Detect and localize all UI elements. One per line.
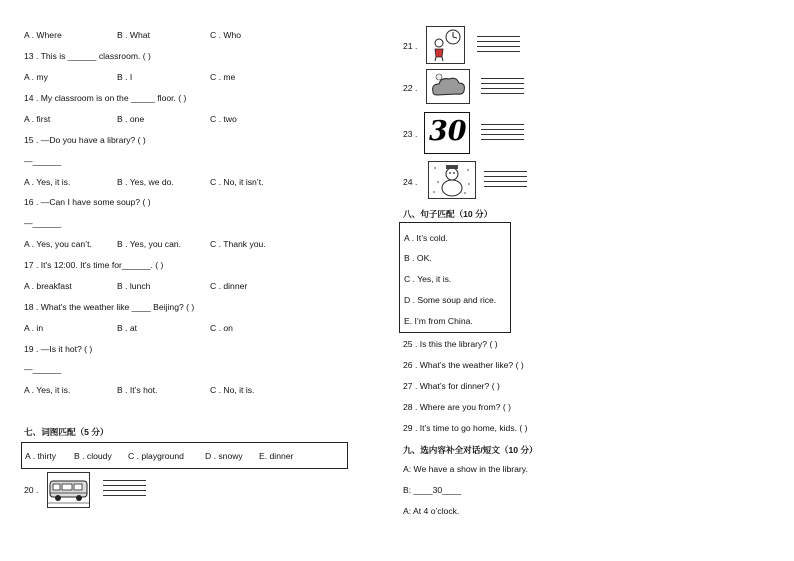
section8-option-box <box>399 222 511 333</box>
q21-write-line-2 <box>477 41 520 42</box>
q14-option-b: B . one <box>117 114 145 124</box>
q15-option-b: B . Yes, we do. <box>117 177 174 187</box>
q20-write-line-2 <box>103 485 146 486</box>
snowman-icon <box>428 161 476 199</box>
q20-write-line-1 <box>103 480 146 481</box>
q21-label: 21 . <box>403 41 418 51</box>
q19-option-c: C . No, it is. <box>210 385 255 395</box>
bus-icon <box>47 472 90 508</box>
dialog-line-1: A: We have a show in the library. <box>403 464 528 474</box>
q22-write-line-3 <box>481 88 524 89</box>
q14-question: 14 . My classroom is on the _____ floor. ( ) <box>24 93 187 103</box>
q25-question: 25 . Is this the library? ( ) <box>403 339 498 349</box>
q13-question: 13 . This is ______ classroom. ( ) <box>24 51 151 61</box>
q13-option-b: B . I <box>117 72 133 82</box>
word-e: E. dinner <box>259 451 294 461</box>
q22-write-line-4 <box>481 93 524 94</box>
q20-label: 20 . <box>24 485 39 495</box>
q21-write-line-1 <box>477 36 520 37</box>
q17-option-b: B . lunch <box>117 281 151 291</box>
section7-word-box <box>21 442 348 469</box>
q23-write-line-1 <box>481 124 524 125</box>
q24-write-line-4 <box>484 186 527 187</box>
q12-option-b: B . What <box>117 30 150 40</box>
q18-option-a: A . in <box>24 323 44 333</box>
q28-question: 28 . Where are you from? ( ) <box>403 402 511 412</box>
sentence-option-e: E. I’m from China. <box>404 316 473 326</box>
cloud-icon <box>426 69 470 104</box>
q12-option-a: A . Where <box>24 30 62 40</box>
q23-write-line-4 <box>481 139 524 140</box>
q21-write-line-3 <box>477 46 520 47</box>
q17-option-c: C . dinner <box>210 281 248 291</box>
q24-label: 24 . <box>403 177 418 187</box>
q22-write-line-2 <box>481 83 524 84</box>
q24-write-line-2 <box>484 176 527 177</box>
q20-write-line-3 <box>103 490 146 491</box>
q19-question: 19 . —Is it hot? ( ) <box>24 344 93 354</box>
dialog-line-2 <box>403 485 461 495</box>
q18-question: 18 . What's the weather like ____ Beijing? ( ) <box>24 302 195 312</box>
q16-option-b: B . Yes, you can. <box>117 239 182 249</box>
sentence-option-c: C . Yes, it is. <box>404 274 452 284</box>
q18-option-c: C . on <box>210 323 233 333</box>
q19-option-a: A . Yes, it is. <box>24 385 71 395</box>
q16-option-c: C . Thank you. <box>210 239 266 249</box>
section8-title: 八、句子匹配（10 分） <box>403 209 493 219</box>
q15-option-c: C . No, it isn’t. <box>210 177 264 187</box>
word-a: A . thirty <box>25 451 57 461</box>
q14-option-c: C . two <box>210 114 237 124</box>
q17-option-a: A . breakfast <box>24 281 72 291</box>
thirty-number-card <box>424 112 470 154</box>
section7-title: 七、词图匹配（5 分） <box>24 427 109 437</box>
q21-write-line-4 <box>477 51 520 52</box>
q23-write-line-3 <box>481 134 524 135</box>
dialog-blank-30: ____30____ <box>413 485 462 495</box>
q15-answer: —______ <box>24 156 62 166</box>
q12-option-c: C . Who <box>210 30 242 40</box>
word-d: D . snowy <box>205 451 243 461</box>
q29-question: 29 . It’s time to go home, kids. ( ) <box>403 423 528 433</box>
q26-question: 26 . What’s the weather like? ( ) <box>403 360 524 370</box>
q13-option-c: C . me <box>210 72 236 82</box>
clock-boy-icon <box>426 26 465 64</box>
q16-answer: —______ <box>24 218 62 228</box>
thirty-number: 30 <box>429 116 467 147</box>
q23-label: 23 . <box>403 129 418 139</box>
q13-option-a: A . my <box>24 72 48 82</box>
q14-option-a: A . first <box>24 114 51 124</box>
q16-question: 16 . —Can I have some soup? ( ) <box>24 197 151 207</box>
sentence-option-a: A . It’s cold. <box>404 233 448 243</box>
q24-write-line-3 <box>484 181 527 182</box>
q19-answer: —______ <box>24 364 62 374</box>
q24-write-line-1 <box>484 171 527 172</box>
q15-question: 15 . —Do you have a library? ( ) <box>24 135 146 145</box>
q18-option-b: B . at <box>117 323 138 333</box>
word-c: C . playground <box>128 451 184 461</box>
sentence-option-b: B . OK. <box>404 253 432 263</box>
q17-question: 17 . It's 12:00. It's time for______. ( ) <box>24 260 164 270</box>
section9-title: 九、选内容补全对话/短文（10 分） <box>403 445 538 455</box>
q27-question: 27 . What’s for dinner? ( ) <box>403 381 500 391</box>
q23-write-line-2 <box>481 129 524 130</box>
dialog-line-3: A: At 4 o’clock. <box>403 506 460 516</box>
sentence-option-d: D . Some soup and rice. <box>404 295 497 305</box>
q15-option-a: A . Yes, it is. <box>24 177 71 187</box>
q22-write-line-1 <box>481 78 524 79</box>
dialog-speaker-b: B: <box>403 485 414 495</box>
q22-label: 22 . <box>403 83 418 93</box>
word-b: B . cloudy <box>74 451 112 461</box>
q20-write-line-4 <box>103 495 146 496</box>
q16-option-a: A . Yes, you can’t. <box>24 239 92 249</box>
q19-option-b: B . It’s hot. <box>117 385 158 395</box>
